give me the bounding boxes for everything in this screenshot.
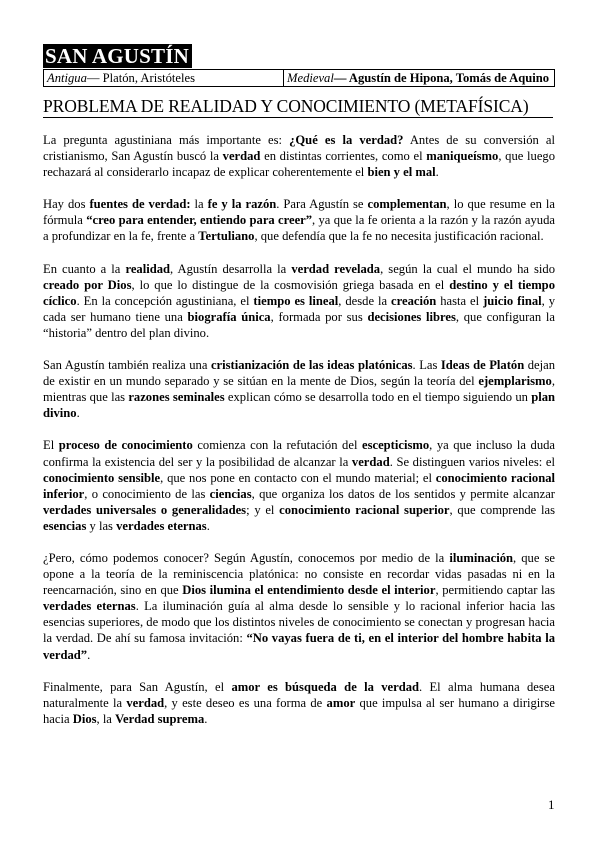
- text-run: comienza con la refutación del: [192, 438, 362, 453]
- text-run: . El alma humana desea naturalmente la: [43, 679, 555, 710]
- text-run: , según la cual el mundo ha sido: [380, 261, 556, 276]
- bold-term: verdades eternas: [116, 518, 207, 533]
- bold-term: verdades universales o generalidades: [43, 502, 247, 517]
- text-run: En cuanto a la: [43, 261, 126, 276]
- text-run: , lo que resume en la fórmula: [43, 197, 556, 228]
- bold-term: biografía única: [187, 309, 271, 324]
- text-run: .: [206, 518, 210, 533]
- page-number: 1: [548, 797, 555, 812]
- bold-term: maniqueísmo: [426, 149, 499, 164]
- text-run: la: [190, 197, 208, 212]
- text-run: , permitiendo captar las: [435, 583, 555, 598]
- bold-term: proceso de conocimiento: [58, 438, 193, 453]
- bold-term: creado por Dios: [43, 277, 132, 292]
- text-run: , la: [96, 711, 116, 726]
- text-run: , ya que la fe orienta a la razón y la razón ayuda a profundizar en la fe, frente a: [43, 213, 555, 244]
- text-run: que impulsa al ser humano a dirigirse hacia: [43, 695, 555, 726]
- text-run: Hay dos: [43, 197, 90, 212]
- bold-term: tiempo es lineal: [253, 293, 339, 308]
- bold-term: razones seminales: [128, 390, 225, 405]
- bold-term: bien y el mal: [367, 165, 436, 180]
- bold-term: fe y la razón: [207, 197, 277, 212]
- bold-term: cristianización de las ideas platónicas: [210, 358, 413, 373]
- paragraph: [43, 357, 555, 421]
- text-run: hasta el: [436, 293, 484, 308]
- text-run: , que configuran la “historia” dentro del plan divino.: [43, 309, 555, 340]
- text-run: en distintas corrientes, como el: [260, 149, 427, 164]
- periods-table: [43, 69, 555, 87]
- paragraph: [43, 437, 555, 534]
- bold-term: conocimiento racional superior: [279, 502, 450, 517]
- bold-term: creación: [391, 293, 437, 308]
- bold-term: plan divino: [43, 390, 556, 421]
- text-run: San Agustín también realiza una: [43, 358, 211, 373]
- body-text: [43, 132, 555, 743]
- bold-term: amor: [326, 695, 356, 710]
- text-run: . La iluminación guía al alma desde lo sensible y lo racional inferior hacia las esencias superiores, de modo que los distintos niveles de conocimiento se conectan y progresan hacia la verdad. De ahí su famosa invitación:: [43, 599, 555, 646]
- text-run: , mientras que las: [43, 374, 555, 405]
- text-run: , formada por sus: [270, 309, 368, 324]
- text-run: . En la concepción agustiniana, el: [76, 293, 254, 308]
- text-run: , o conocimiento de las: [84, 486, 210, 501]
- paragraph: [43, 550, 555, 663]
- period-medieval: [284, 70, 554, 86]
- bold-term: Tertuliano: [198, 229, 255, 244]
- text-run: , Agustín desarrolla la: [170, 261, 292, 276]
- text-run: , lo que lo distingue de la cosmovisión griega basada en el: [131, 277, 450, 292]
- paragraph: [43, 679, 555, 727]
- bold-term: “No vayas fuera de ti, en el interior del hombre habita la verdad”: [43, 631, 555, 662]
- bold-term: Dios: [72, 711, 97, 726]
- title-block: [43, 44, 192, 68]
- period-label: Antigua: [47, 71, 87, 85]
- bold-term: verdades eternas: [43, 599, 136, 614]
- bold-term: ejemplarismo: [478, 374, 552, 389]
- bold-term: Dios ilumina el entendimiento desde el interior: [182, 583, 436, 598]
- bold-term: escepticismo: [361, 438, 430, 453]
- paragraph: [43, 261, 555, 341]
- text-run: .: [76, 406, 80, 421]
- period-antigua: [44, 70, 284, 86]
- text-run: , que nos pone en contacto con el mundo material; el: [160, 470, 436, 485]
- text-run: . Se distinguen varios niveles: el: [389, 454, 555, 469]
- text-run: , desde la: [338, 293, 392, 308]
- period-label: Medieval: [287, 71, 334, 85]
- text-run: .: [204, 711, 208, 726]
- text-run: , ya que incluso la duda confirma la existencia del ser y la posibilidad de alcanzar la: [43, 438, 555, 469]
- text-run: , que comprende las: [449, 502, 555, 517]
- text-run: .: [435, 165, 439, 180]
- bold-term: conocimiento racional inferior: [43, 470, 555, 501]
- text-run: , que organiza los datos de los sentidos y permite alcanzar: [251, 486, 555, 501]
- bold-term: Ideas de Platón: [440, 358, 525, 373]
- bold-term: esencias: [43, 518, 87, 533]
- bold-term: verdad: [222, 149, 261, 164]
- bold-term: ciencias: [209, 486, 252, 501]
- period-authors: — Agustín de Hipona, Tomás de Aquino: [333, 71, 550, 85]
- text-run: Antes de su conversión al cristianismo, San Agustín buscó la: [43, 133, 556, 164]
- bold-term: Verdad suprema: [115, 711, 205, 726]
- bold-term: verdad: [351, 454, 390, 469]
- text-run: , y cada ser humano tiene una: [43, 293, 556, 324]
- bold-term: juicio final: [483, 293, 542, 308]
- paragraph: [43, 132, 555, 180]
- text-run: dejan de existir en un mundo separado y se sitúan en la mente de Dios, según la teoría del: [43, 358, 556, 389]
- bold-term: realidad: [125, 261, 171, 276]
- bold-term: decisiones libres: [367, 309, 456, 324]
- bold-term: “creo para entender, entiendo para creer”: [86, 213, 313, 228]
- text-run: ; y el: [246, 502, 280, 517]
- section-heading: PROBLEMA DE REALIDAD Y CONOCIMIENTO (METAFÍSICA): [43, 95, 553, 118]
- bold-term: complementan: [367, 197, 447, 212]
- text-run: , que se opone a la teoría de la reminiscencia platónica: no consiste en recordar vidas pasadas ni en la reencarnación, sino en que: [43, 550, 555, 598]
- bold-term: fuentes de verdad:: [89, 197, 191, 212]
- paragraph: [43, 196, 555, 244]
- bold-term: destino y el tiempo cíclico: [43, 277, 555, 308]
- bold-term: amor es búsqueda de la verdad: [231, 679, 420, 694]
- text-run: . Para Agustín se: [276, 197, 368, 212]
- text-run: .: [87, 647, 91, 662]
- text-run: ¿Pero, cómo podemos conocer? Según Agustín, conocemos por medio de la: [43, 550, 450, 565]
- period-authors: — Platón, Aristóteles: [86, 71, 195, 85]
- text-run: El: [43, 438, 59, 453]
- bold-term: ¿Qué es la verdad?: [289, 133, 404, 147]
- page-title: SAN AGUSTÍN: [43, 44, 192, 68]
- text-run: , que luego rechazará al considerarlo incapaz de explicar coherentemente el: [43, 149, 555, 180]
- bold-term: iluminación: [449, 550, 514, 565]
- bold-term: verdad: [126, 695, 165, 710]
- text-run: explican cómo se desarrolla todo en el tiempo siguiendo un: [224, 390, 532, 405]
- text-run: Finalmente, para San Agustín, el: [43, 679, 232, 694]
- bold-term: conocimiento sensible: [43, 470, 161, 485]
- text-run: y las: [86, 518, 117, 533]
- bold-term: verdad revelada: [291, 261, 381, 276]
- text-run: , y este deseo es una forma de: [164, 695, 327, 710]
- text-run: , que defendía que la fe no necesita justificación racional.: [254, 229, 544, 244]
- text-run: . Las: [412, 358, 441, 373]
- text-run: La pregunta agustiniana más importante es:: [43, 133, 290, 147]
